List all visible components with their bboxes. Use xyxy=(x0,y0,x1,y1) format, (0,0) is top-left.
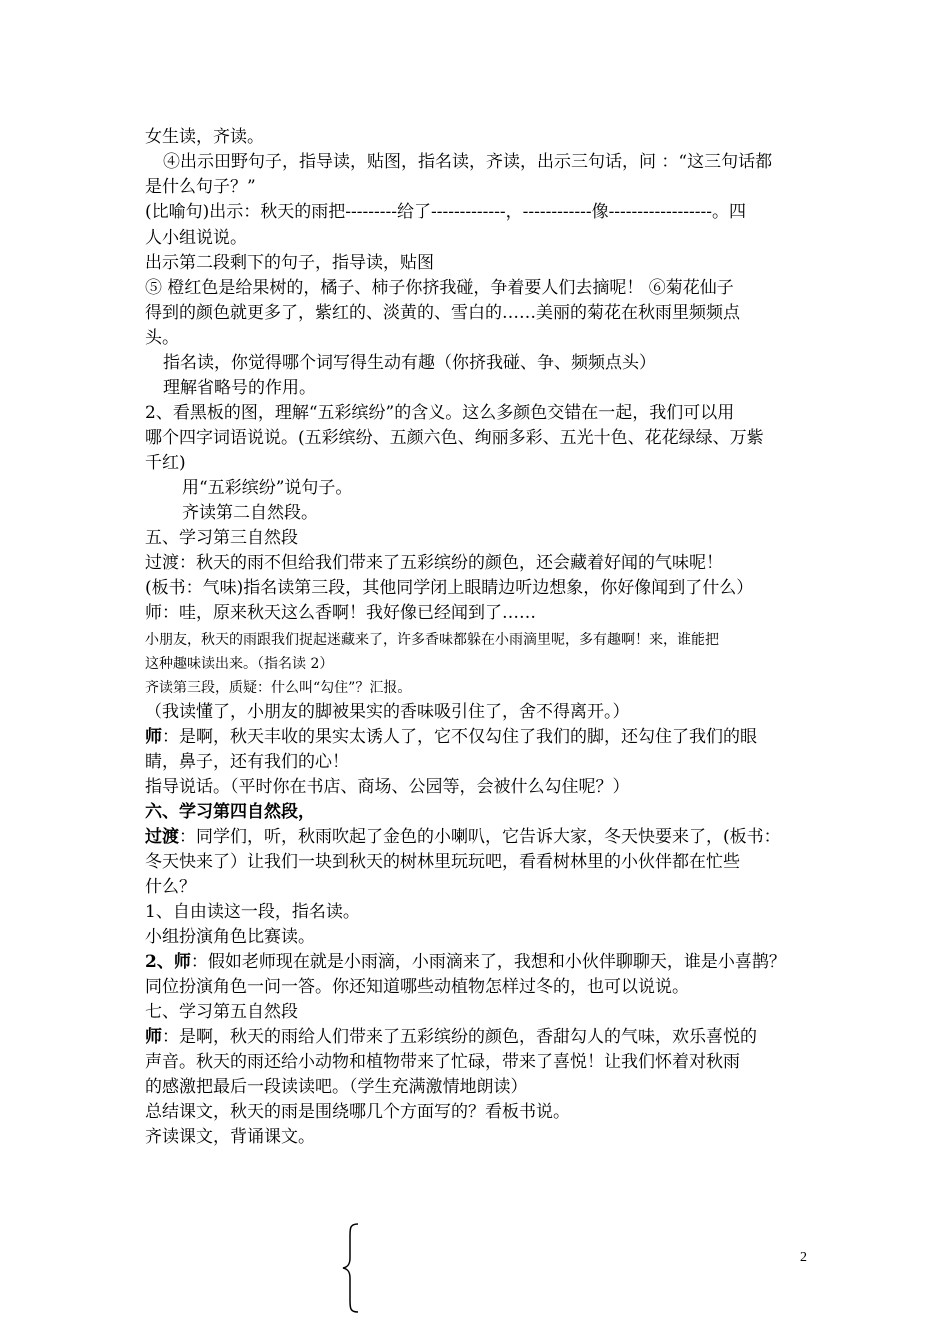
text-line: 睛，鼻子，还有我们的心！ xyxy=(145,752,349,772)
text-line: （我读懂了，小朋友的脚被果实的香味吸引住了，舍不得离开。） xyxy=(145,702,630,722)
text-line: 千红) xyxy=(145,453,186,473)
text-line: (比喻句)出示：秋天的雨把---------给了-------------，------------像------------------。四 xyxy=(145,202,746,222)
text-line: 人小组说说。 xyxy=(145,228,247,248)
text-line: 师：哇，原来秋天这么香啊！我好像已经闻到了…… xyxy=(145,603,536,623)
text-line: 什么？ xyxy=(145,877,196,897)
text-line: 1、自由读这一段，指名读。 xyxy=(145,902,360,922)
text-line: 声音。秋天的雨还给小动物和植物带来了忙碌，带来了喜悦！让我们怀着对秋雨 xyxy=(145,1052,740,1072)
text-line: 哪个四字词语说说。(五彩缤纷、五颜六色、绚丽多彩、五光十色、花花绿绿、万紫 xyxy=(145,428,764,448)
text-line: 师：是啊，秋天丰收的果实太诱人了，它不仅勾住了我们的脚，还勾住了我们的眼 xyxy=(145,727,757,747)
text-line: 指导说话。（平时你在书店、商场、公园等，会被什么勾住呢？） xyxy=(145,777,630,797)
text-line: 得到的颜色就更多了，紫红的、淡黄的、雪白的……美丽的菊花在秋雨里频频点 xyxy=(145,303,740,323)
text-line: 冬天快来了）让我们一块到秋天的树林里玩玩吧，看看树林里的小伙伴都在忙些 xyxy=(145,852,740,872)
text-line: 指名读，你觉得哪个词写得生动有趣（你挤我碰、争、频频点头） xyxy=(163,353,656,373)
text-line: ④出示田野句子，指导读，贴图，指名读，齐读，出示三句话，问 ：“这三句话都 xyxy=(163,152,773,172)
text-line: 齐读课文，背诵课文。 xyxy=(145,1127,315,1147)
text-line: 头。 xyxy=(145,328,179,348)
section-heading: 五、学习第三自然段 xyxy=(145,528,298,548)
text-line: ⑤ 橙红色是给果树的，橘子、柿子你挤我碰，争着要人们去摘呢！ ⑥菊花仙子 xyxy=(145,278,734,298)
text-line: 用“五彩缤纷”说句子。 xyxy=(182,478,353,498)
page-number: 2 xyxy=(800,1250,807,1265)
text-line: 理解省略号的作用。 xyxy=(163,378,316,398)
text-line: (板书：气味)指名读第三段，其他同学闭上眼睛边听边想象，你好像闻到了什么） xyxy=(145,578,754,598)
section-heading: 七、学习第五自然段 xyxy=(145,1002,298,1022)
text-line: 出示第二段剩下的句子，指导读，贴图 xyxy=(145,253,434,273)
text-line: 过渡：秋天的雨不但给我们带来了五彩缤纷的颜色，还会藏着好闻的气味呢！ xyxy=(145,553,723,573)
text-line: 是什么句子？” xyxy=(145,177,256,197)
text-line: 师：是啊，秋天的雨给人们带来了五彩缤纷的颜色，香甜勾人的气味，欢乐喜悦的 xyxy=(145,1027,757,1047)
text-line: 过渡：同学们，听，秋雨吹起了金色的小喇叭，它告诉大家，冬天快要来了，(板书： xyxy=(145,827,781,847)
section-heading: 六、学习第四自然段， xyxy=(145,802,315,822)
text-line: 这种趣味读出来。（指名读 2） xyxy=(145,656,334,672)
text-line: 2、师：假如老师现在就是小雨滴，小雨滴来了，我想和小伙伴聊聊天，谁是小喜鹊？ xyxy=(145,952,786,972)
text-line: 2、看黑板的图，理解“五彩缤纷”的含义。这么多颜色交错在一起，我们可以用 xyxy=(145,403,735,423)
text-line: 的感激把最后一段读读吧。（学生充满激情地朗读） xyxy=(145,1077,528,1097)
curly-brace-icon xyxy=(340,1222,364,1314)
text-line: 同位扮演角色一问一答。你还知道哪些动植物怎样过冬的，也可以说说。 xyxy=(145,977,689,997)
text-line: 女生读，齐读。 xyxy=(145,127,264,147)
text-line: 小朋友，秋天的雨跟我们捉起迷藏来了，许多香味都躲在小雨滴里呢，多有趣啊！来，谁能把 xyxy=(145,632,719,648)
text-line: 总结课文，秋天的雨是围绕哪几个方面写的？看板书说。 xyxy=(145,1102,570,1122)
text-line: 小组扮演角色比赛读。 xyxy=(145,927,315,947)
text-line: 齐读第二自然段。 xyxy=(182,503,318,523)
text-line: 齐读第三段，质疑：什么叫“勾住”？汇报。 xyxy=(145,680,412,696)
